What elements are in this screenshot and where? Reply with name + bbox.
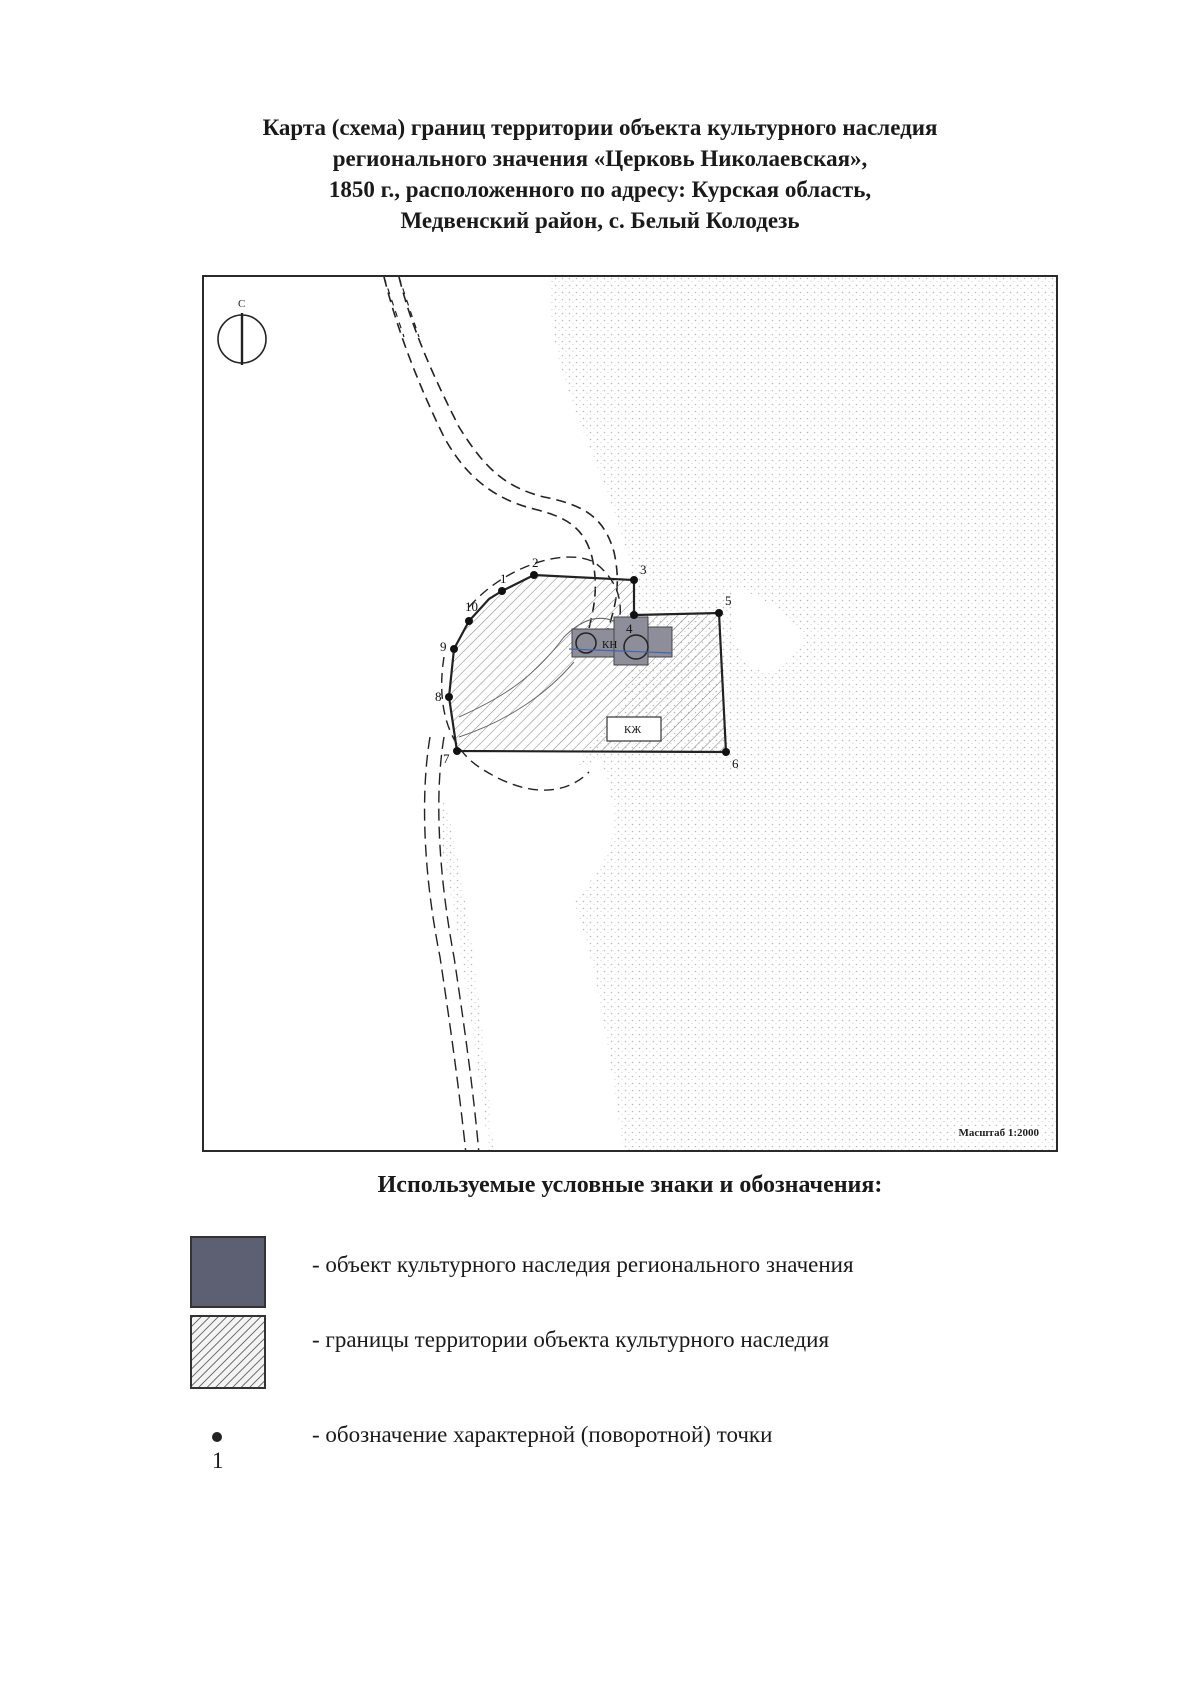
map-frame[interactable] [202, 275, 1058, 1152]
building-label-kzh: КЖ [624, 724, 642, 736]
point-marker-icon [212, 1422, 234, 1474]
turning-point-label-7: 7 [443, 751, 450, 766]
map-title [150, 112, 1050, 236]
turning-point-label-10: 10 [465, 599, 478, 614]
title-line-3: 1850 г., расположенного по адресу: Курская область, [328, 177, 872, 202]
turning-point-label-9: 9 [440, 639, 447, 654]
north-label: С [238, 298, 246, 310]
turning-point-5[interactable] [715, 609, 723, 617]
legend-text-territory: - границы территории объекта культурного наследия [312, 1327, 830, 1352]
title-line-4: Медвенский район, с. Белый Колодезь [400, 208, 800, 233]
point-marker-label: 1 [212, 1448, 224, 1473]
legend-text-object: - объект культурного наследия регионального значения [312, 1252, 854, 1277]
territory-hatch-icon [190, 1315, 266, 1389]
title-line-1: Карта (схема) границ территории объекта культурного наследия [262, 115, 938, 140]
title-line-2: регионального значения «Церковь Николаевская», [332, 146, 868, 171]
object-label-kn: КН [602, 639, 618, 651]
legend-title: Используемые условные знаки и обозначения: [377, 1172, 883, 1198]
turning-point-4[interactable] [630, 611, 638, 619]
legend-text-point: - обозначение характерной (поворотной) точки [312, 1422, 773, 1447]
north-arrow-icon [218, 313, 266, 365]
map-scale: Масштаб 1:2000 [955, 1126, 1042, 1140]
turning-point-label-8: 8 [435, 689, 442, 704]
turning-point-label-1: 1 [500, 571, 507, 586]
turning-point-2[interactable] [530, 571, 538, 579]
turning-point-label-2: 2 [532, 555, 539, 570]
turning-point-label-4: 4 [626, 621, 633, 636]
turning-point-3[interactable] [630, 576, 638, 584]
turning-point-6[interactable] [722, 748, 730, 756]
turning-point-9[interactable] [450, 645, 458, 653]
turning-point-label-6: 6 [732, 756, 739, 771]
turning-point-1[interactable] [498, 587, 506, 595]
object-swatch-icon [190, 1236, 266, 1308]
turning-point-10[interactable] [465, 617, 473, 625]
map-canvas[interactable] [204, 277, 1058, 1152]
turning-point-8[interactable] [445, 693, 453, 701]
turning-point-label-5: 5 [725, 593, 732, 608]
turning-point-label-3: 3 [640, 562, 647, 577]
turning-point-7[interactable] [453, 747, 461, 755]
